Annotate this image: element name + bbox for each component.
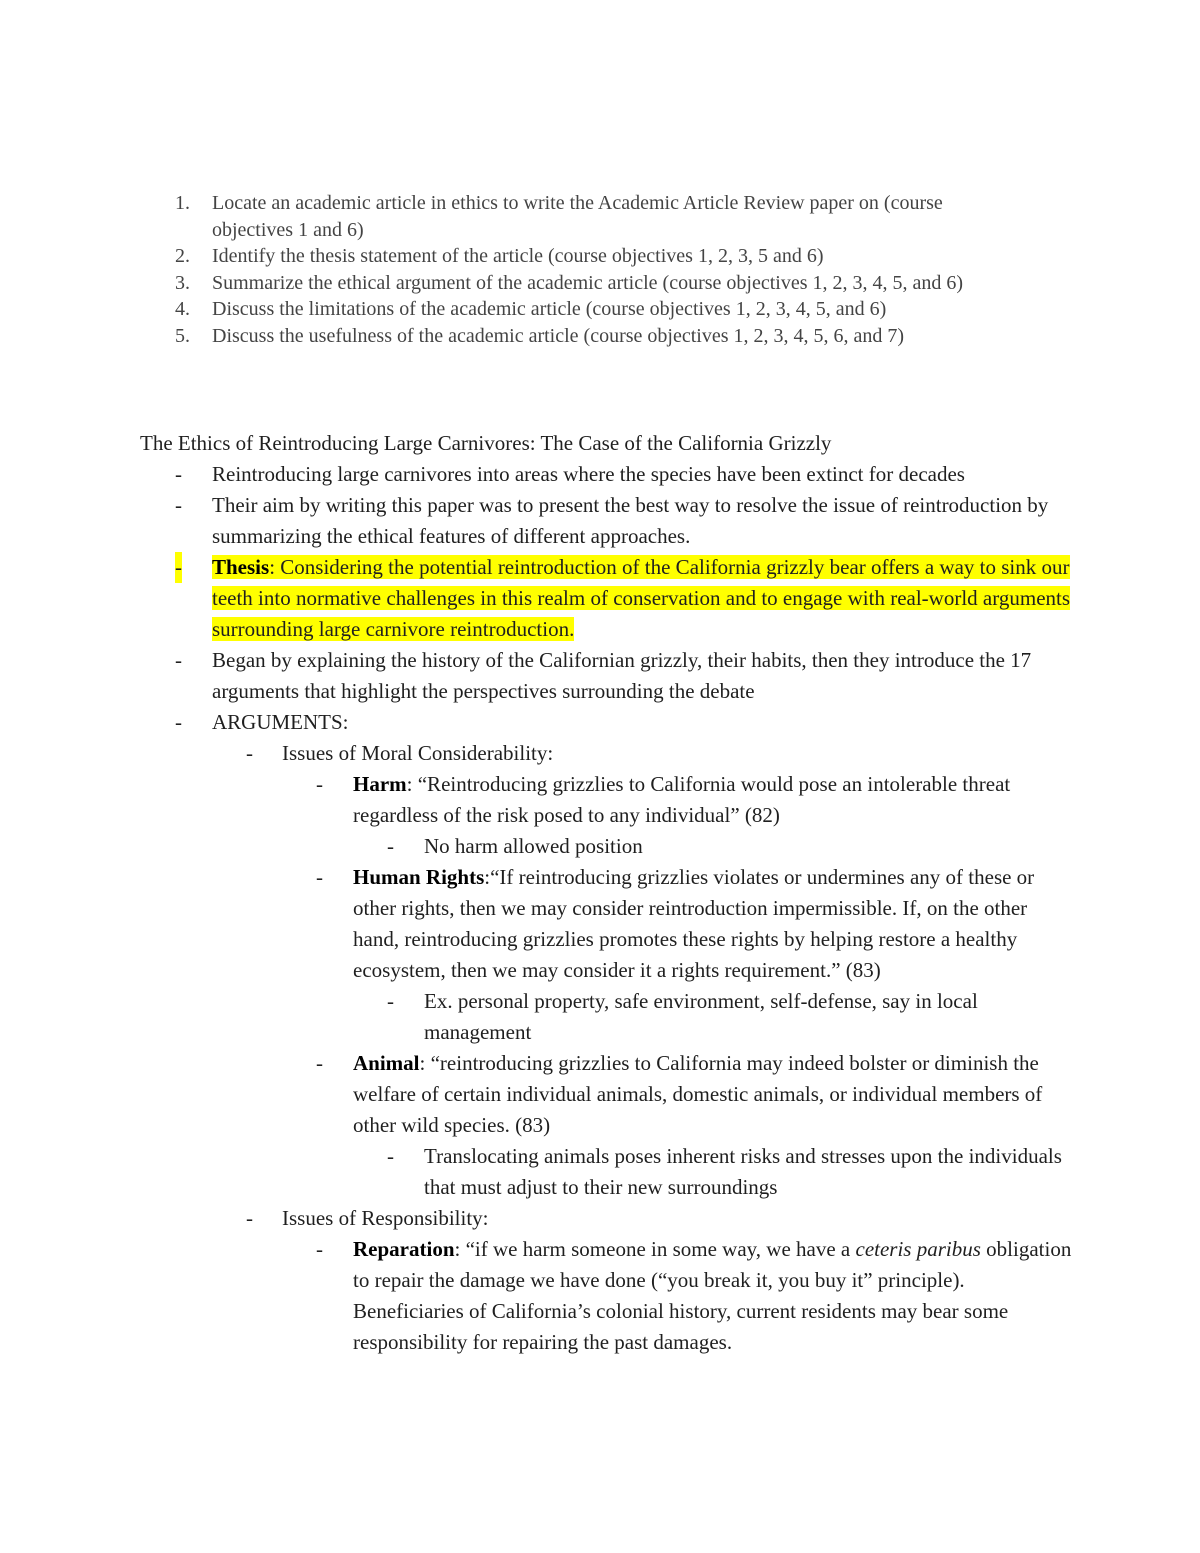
objective-text: Identify the thesis statement of the article (course objectives 1, 2, 3, 5 and 6) <box>212 245 824 267</box>
objective-item <box>0 270 1012 297</box>
bullet-animal <box>0 1048 1073 1141</box>
dash-marker: - <box>175 648 182 672</box>
objective-item <box>0 243 1012 270</box>
bullet-harm <box>0 769 1073 831</box>
bullet-arguments <box>0 707 1072 738</box>
bullet-began <box>0 645 1072 707</box>
dash-marker: - <box>387 834 394 858</box>
dash-marker: - <box>316 865 323 889</box>
harm-text: : “Reintroducing grizzlies to California would pose an intolerable threat regardless of the risk posed to any individual” (82) <box>353 772 1011 827</box>
bullet-harm-sub <box>0 831 1064 862</box>
dash-marker: - <box>316 1051 323 1075</box>
reparation-label: Reparation <box>353 1237 455 1261</box>
bullet-responsibility <box>0 1203 1072 1234</box>
dash-marker: - <box>387 1144 394 1168</box>
objective-text: Summarize the ethical argument of the academic article (course objectives 1, 2, 3, 4, 5, and 6) <box>212 271 964 294</box>
dash-marker: - <box>175 710 182 734</box>
thesis-label: Thesis <box>212 555 270 579</box>
bullet-text: No harm allowed position <box>424 834 643 858</box>
bullet-text: Their aim by writing this paper was to present the best way to resolve the issue of reintroduction by summarizing the ethical features of different approaches. <box>212 493 1049 548</box>
bullet-human-rights <box>0 862 1073 986</box>
bullet-text: ARGUMENTS: <box>212 710 349 734</box>
objective-number: 3. <box>175 271 190 294</box>
objective-number: 4. <box>175 298 190 320</box>
dash-marker: - <box>387 989 394 1013</box>
bullet-text: Began by explaining the history of the Californian grizzly, their habits, then they introduce the 17 arguments that highlight the perspectives surrounding the debate <box>212 648 1032 703</box>
animal-label: Animal <box>353 1051 420 1075</box>
dash-marker: - <box>316 772 323 796</box>
objective-text: Locate an academic article in ethics to write the Academic Article Review paper on (course objectives 1 and 6) <box>212 192 943 241</box>
animal-text: : “reintroducing grizzlies to California may indeed bolster or diminish the welfare of certain individual animals, domestic animals, or individual members of other wild species. (83) <box>353 1051 1043 1137</box>
bullet-intro <box>0 459 1072 490</box>
bullet-rights-sub <box>0 986 1064 1048</box>
dash-marker: - <box>175 552 182 583</box>
objective-item <box>0 296 1012 323</box>
reparation-text-1: : “if we harm someone in some way, we have a <box>454 1237 856 1261</box>
bullet-text: Reintroducing large carnivores into areas where the species have been extinct for decades <box>212 462 965 486</box>
dash-marker: - <box>246 1206 253 1230</box>
reparation-text-2: obligation to repair the damage we have done (“you break it, you buy it” principle). Beneficiaries of California’s colonial history, current residents may bear some responsibility for repairing the past damages. <box>353 1237 1072 1354</box>
dash-marker: - <box>246 741 253 765</box>
bullet-text: Translocating animals poses inherent risks and stresses upon the individuals that must adjust to their new surroundings <box>424 1144 1062 1199</box>
article-title: The Ethics of Reintroducing Large Carnivores: The Case of the California Grizzly <box>140 431 832 455</box>
bullet-text: Ex. personal property, safe environment, self-defense, say in local management <box>424 989 978 1044</box>
objectives-list <box>0 190 1200 349</box>
thesis-highlight <box>212 555 1070 641</box>
bullet-text: Issues of Responsibility: <box>282 1206 489 1230</box>
objective-text: Discuss the usefulness of the academic article (course objectives 1, 2, 3, 4, 5, 6, and 7) <box>212 324 905 347</box>
rights-label: Human Rights <box>353 865 485 889</box>
bullet-aim <box>0 490 1072 552</box>
dash-marker: - <box>175 493 182 517</box>
dash-marker: - <box>175 462 182 486</box>
objective-item <box>0 190 1012 243</box>
objective-number: 1. <box>175 192 190 214</box>
bullet-reparation <box>0 1234 1073 1358</box>
objective-number: 5. <box>175 324 190 347</box>
bullet-moral-considerability <box>0 738 1072 769</box>
bullet-text: Issues of Moral Considerability: <box>282 741 554 765</box>
rights-text: :“If reintroducing grizzlies violates or undermines any of these or other rights, then we may consider reintroduction impermissible. If, on the other hand, reintroducing grizzlies promotes these rights by helping restore a healthy ecosystem, then we may consider it a rights requirement.” (83) <box>353 865 1035 982</box>
objective-item <box>0 323 1012 350</box>
dash-marker: - <box>316 1237 323 1261</box>
bullet-animal-sub <box>0 1141 1064 1203</box>
notes-bullets <box>0 459 1200 1358</box>
thesis-text: : Considering the potential reintroduction of the California grizzly bear offers a way to sink our teeth into normative challenges in this realm of conservation and to engage with real-world arguments surrounding large carnivore reintroduction. <box>212 555 1071 641</box>
reparation-italic: ceteris paribus <box>855 1237 981 1261</box>
objective-text: Discuss the limitations of the academic article (course objectives 1, 2, 3, 4, 5, and 6) <box>212 298 887 320</box>
harm-label: Harm <box>353 772 407 796</box>
bullet-thesis <box>0 552 1072 645</box>
objective-number: 2. <box>175 245 190 267</box>
